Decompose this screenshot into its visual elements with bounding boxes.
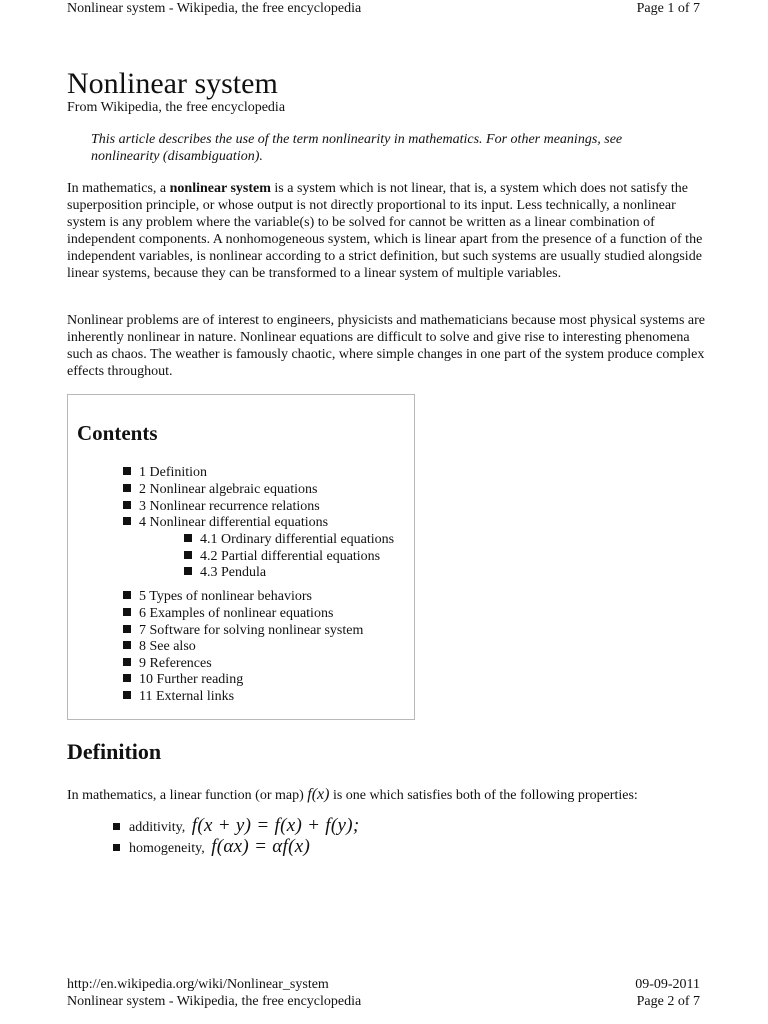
footer-date: 09-09-2011 [635, 977, 700, 992]
bullet-icon [113, 823, 120, 830]
section-heading-definition: Definition [67, 739, 162, 764]
page-header-title: Nonlinear system - Wikipedia, the free encyclopedia [67, 1, 362, 16]
table-of-contents [67, 394, 415, 720]
toc-item-definition[interactable]: 1 Definition [123, 465, 207, 481]
toc-item-examples-of-nonlinear-equations[interactable]: 6 Examples of nonlinear equations [123, 606, 333, 622]
homogeneity-formula: f(αx) = αf(x) [211, 836, 311, 857]
bullet-icon [123, 641, 131, 649]
toc-item-pendula[interactable]: 4.3 Pendula [184, 565, 266, 581]
toc-item-nonlinear-differential-equations[interactable]: 4 Nonlinear differential equations [123, 515, 328, 531]
bullet-icon [184, 534, 192, 542]
property-homogeneity: homogeneity, f(αx) = αf(x) [113, 837, 310, 859]
bullet-icon [184, 567, 192, 575]
next-page-number: Page 2 of 7 [636, 994, 700, 1009]
footer-url[interactable]: http://en.wikipedia.org/wiki/Nonlinear_system [67, 977, 329, 992]
bullet-icon [123, 591, 131, 599]
bullet-icon [123, 674, 131, 682]
toc-item-software[interactable]: 7 Software for solving nonlinear system [123, 623, 363, 639]
toc-title: Contents [77, 421, 158, 445]
toc-item-ordinary-differential-equations[interactable]: 4.1 Ordinary differential equations [184, 532, 394, 548]
bullet-icon [123, 484, 131, 492]
toc-item-external-links[interactable]: 11 External links [123, 689, 234, 705]
property-additivity: additivity, f(x + y) = f(x) + f(y); [113, 816, 360, 838]
toc-item-partial-differential-equations[interactable]: 4.2 Partial differential equations [184, 549, 380, 565]
bullet-icon [123, 658, 131, 666]
hatnote: This article describes the use of the term nonlinearity in mathematics. For other meanings, see nonlinearity (disambiguation). [91, 132, 623, 164]
bold-term: nonlinear system [169, 181, 271, 196]
bullet-icon [184, 551, 192, 559]
intro-paragraph: In mathematics, a nonlinear system is a system which is not linear, that is, a system which does not satisfy the superposition principle, or whose output is not directly proportional to its input. Less technically, a nonlinear system is any problem where the variable(s) to be solved for cannot be written as a linear combination of independent components. A nonhomogeneous system, which is linear apart from the presence of a function of the independent variables, is nonlinear according to a strict definition, but such systems are usually studied alongside linear systems, because they can be transformed to a linear system of multiple variables. [67, 181, 703, 281]
toc-item-nonlinear-recurrence-relations[interactable]: 3 Nonlinear recurrence relations [123, 499, 320, 515]
second-paragraph: Nonlinear problems are of interest to engineers, physicists and mathematicians because most physical systems are inherently nonlinear in nature. Nonlinear equations are difficult to solve and give rise to interesting phenomena such as chaos. The weather is famously chaotic, where simple changes in one part of the system produce complex effects throughout. [67, 313, 705, 379]
toc-item-references[interactable]: 9 References [123, 656, 212, 672]
next-page-header-title: Nonlinear system - Wikipedia, the free encyclopedia [67, 994, 362, 1009]
definition-intro: In mathematics, a linear function (or map) f(x) is one which satisfies both of the following properties: [67, 786, 638, 803]
page-title: Nonlinear system [67, 67, 278, 100]
bullet-icon [113, 844, 120, 851]
bullet-icon [123, 691, 131, 699]
toc-item-see-also[interactable]: 8 See also [123, 639, 196, 655]
additivity-formula: f(x + y) = f(x) + f(y); [191, 815, 360, 836]
page-number: Page 1 of 7 [636, 1, 700, 16]
toc-item-types-of-nonlinear-behaviors[interactable]: 5 Types of nonlinear behaviors [123, 589, 312, 605]
toc-item-further-reading[interactable]: 10 Further reading [123, 672, 243, 688]
bullet-icon [123, 517, 131, 525]
bullet-icon [123, 501, 131, 509]
page-subtitle: From Wikipedia, the free encyclopedia [67, 100, 286, 115]
bullet-icon [123, 608, 131, 616]
bullet-icon [123, 467, 131, 475]
function-notation: f(x) [307, 786, 330, 803]
toc-item-nonlinear-algebraic-equations[interactable]: 2 Nonlinear algebraic equations [123, 482, 317, 498]
bullet-icon [123, 625, 131, 633]
